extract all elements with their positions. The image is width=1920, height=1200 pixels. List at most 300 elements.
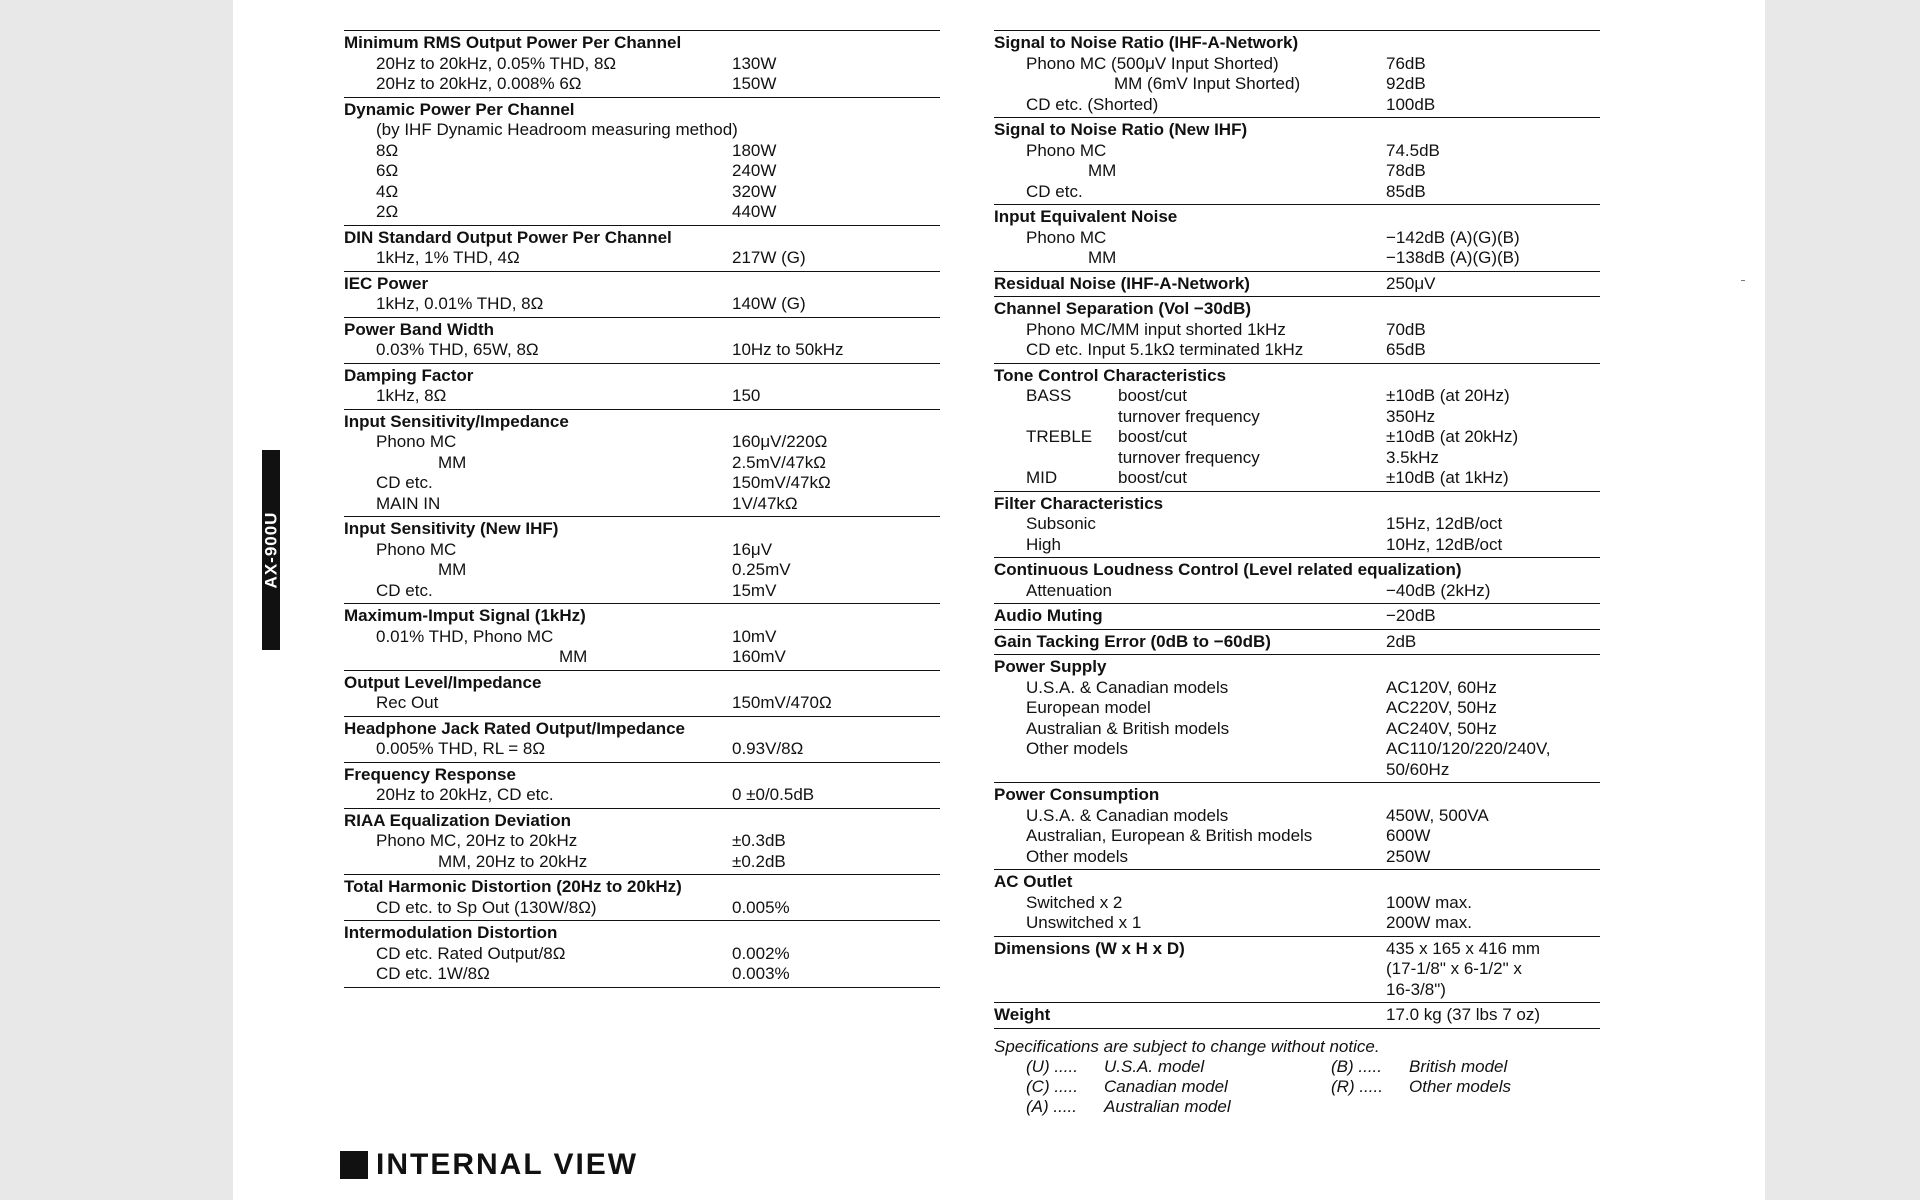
spec-heading: Continuous Loudness Control (Level related equalization): [994, 560, 1462, 579]
spec-value: 0 ±0/0.5dB: [732, 785, 815, 804]
spec-heading-row: [994, 1005, 1600, 1026]
spec-row: [994, 826, 1600, 847]
spec-label-text: (by IHF Dynamic Headroom measuring method): [376, 120, 738, 139]
spec-label-text: CD etc. 1W/8Ω: [376, 964, 490, 983]
spec-row: [994, 74, 1600, 95]
spec-label-text: Rec Out: [376, 693, 439, 712]
spec-row: [994, 719, 1600, 740]
spec-value: 150mV/470Ω: [732, 693, 832, 712]
spec-heading: Filter Characteristics: [994, 493, 1164, 513]
spec-row: [344, 944, 940, 965]
spec-label-text: Phono MC: [376, 432, 457, 451]
spec-label: [344, 182, 732, 203]
spec-label: [994, 141, 1386, 162]
spec-label: [344, 54, 732, 75]
spec-label-text: Australian & British models: [1026, 718, 1230, 738]
spec-label: [344, 340, 732, 361]
spec-label-text: CD etc. Rated Output/8Ω: [376, 943, 566, 963]
spec-value: 0.002%: [732, 943, 790, 963]
spec-label: [344, 647, 732, 668]
spec-section: [994, 30, 1600, 117]
spec-value: 0.003%: [732, 964, 790, 983]
spec-label: [344, 831, 732, 852]
spec-value: 160μV/220Ω: [732, 432, 828, 451]
spec-value: 10Hz to 50kHz: [732, 340, 844, 359]
spec-row: [994, 739, 1600, 760]
spec-section: [994, 296, 1600, 363]
spec-label-text: 20Hz to 20kHz, 0.05% THD, 8Ω: [376, 53, 617, 73]
spec-label: [994, 678, 1386, 699]
spec-row: [344, 852, 940, 873]
spec-value: 600W: [1386, 826, 1431, 845]
spec-section: [994, 936, 1600, 1003]
spec-row: [994, 340, 1600, 361]
spec-value: 160mV: [732, 647, 786, 666]
spec-label: [994, 760, 1386, 781]
spec-value: −138dB (A)(G)(B): [1386, 248, 1520, 267]
spec-row: [344, 120, 940, 141]
model-code: (R) .....: [1331, 1076, 1383, 1096]
spec-row: [344, 294, 940, 315]
spec-row: [344, 831, 940, 852]
spec-label: [994, 54, 1386, 75]
spec-heading: AC Outlet: [994, 872, 1073, 891]
spec-heading: Tone Control Characteristics: [994, 365, 1227, 385]
spec-heading: IEC Power: [344, 273, 429, 293]
spec-value: 10mV: [732, 626, 777, 646]
spec-heading-row: [994, 606, 1600, 627]
spec-label-text: High: [1026, 534, 1061, 554]
spec-label: [344, 141, 732, 162]
spec-value: 180W: [732, 140, 777, 160]
spec-row: [344, 161, 940, 182]
spec-value: −40dB (2kHz): [1386, 580, 1491, 600]
spec-row: [994, 54, 1600, 75]
tone-band-label: TREBLE: [1026, 427, 1093, 446]
spec-label: [994, 386, 1386, 407]
spec-row: [344, 494, 940, 515]
spec-label-text: Unswitched x 1: [1026, 913, 1142, 932]
spec-section: [344, 670, 940, 716]
spec-value: 150: [732, 386, 761, 405]
spec-value: 200W max.: [1386, 913, 1472, 932]
spec-row: [344, 627, 940, 648]
model-code-desc: U.S.A. model: [1104, 1056, 1205, 1076]
model-code-list: [994, 1057, 1600, 1117]
spec-label: [994, 698, 1386, 719]
spec-section: [994, 204, 1600, 271]
tone-param-label: boost/cut: [1118, 468, 1187, 487]
spec-heading: Input Sensitivity (New IHF): [344, 519, 559, 538]
spec-heading: DIN Standard Output Power Per Channel: [344, 227, 672, 247]
spec-heading: Minimum RMS Output Power Per Channel: [344, 33, 682, 52]
spec-row: [994, 581, 1600, 602]
spec-label: [344, 540, 732, 561]
spec-row: [344, 54, 940, 75]
spec-label: [994, 427, 1386, 448]
spec-label: [344, 386, 732, 407]
spec-row: [994, 535, 1600, 556]
tone-band-label: [1026, 407, 1118, 428]
spec-value: AC240V, 50Hz: [1386, 718, 1497, 738]
tone-param-label: boost/cut: [1118, 386, 1187, 405]
spec-label: [994, 182, 1386, 203]
spec-row: [344, 141, 940, 162]
spec-label: [344, 473, 732, 494]
spec-section: [344, 30, 940, 97]
spec-label-text: 0.01% THD, Phono MC: [376, 626, 554, 646]
spec-heading-row: [994, 274, 1600, 295]
spec-label: [994, 980, 1386, 1001]
spec-label: [994, 320, 1386, 341]
spec-label-text: 6Ω: [376, 161, 399, 180]
spec-value: −142dB (A)(G)(B): [1386, 227, 1520, 247]
spec-label: [994, 407, 1386, 428]
spec-heading: Signal to Noise Ratio (IHF-A-Network): [994, 33, 1299, 52]
spec-heading-row: [994, 939, 1600, 960]
spec-value: AC220V, 50Hz: [1386, 698, 1497, 717]
model-code-desc: British model: [1409, 1056, 1508, 1076]
spec-value: ±0.2dB: [732, 851, 786, 871]
model-code-desc: Canadian model: [1104, 1076, 1228, 1096]
spec-label-text: Phono MC: [1026, 140, 1107, 160]
spec-row: [994, 760, 1600, 781]
spec-row: [994, 893, 1600, 914]
spec-column-left: [344, 30, 940, 988]
spec-label-text: Phono MC, 20Hz to 20kHz: [376, 831, 578, 850]
spec-row: [994, 182, 1600, 203]
spec-row: [994, 141, 1600, 162]
spec-row: [994, 913, 1600, 934]
spec-label-text: 0.005% THD, RL = 8Ω: [376, 739, 546, 758]
spec-label-text: 0.03% THD, 65W, 8Ω: [376, 340, 539, 359]
spec-section: [994, 557, 1600, 603]
spec-value: 78dB: [1386, 161, 1426, 180]
spec-value: 50/60Hz: [1386, 759, 1450, 779]
spec-section: [344, 97, 940, 225]
spec-section: [994, 654, 1600, 782]
spec-label: [994, 248, 1386, 269]
spec-row: [344, 898, 940, 919]
model-code-item: [1026, 1057, 1331, 1077]
spec-section: [994, 491, 1600, 558]
spec-value: 16-3/8"): [1386, 979, 1446, 999]
spec-label: [994, 468, 1386, 489]
spec-label: [994, 739, 1386, 760]
spec-value: 130W: [732, 53, 777, 73]
spec-row: [994, 514, 1600, 535]
spec-label-text: MM: [438, 560, 467, 579]
spec-label-text: U.S.A. & Canadian models: [1026, 677, 1229, 697]
spec-label: [994, 514, 1386, 535]
spec-value: 0.005%: [732, 897, 790, 917]
spec-value: 1V/47kΩ: [732, 493, 798, 513]
spec-section: [344, 920, 940, 988]
spec-section: [344, 363, 940, 409]
spec-heading: Frequency Response: [344, 764, 516, 784]
spec-section: [344, 409, 940, 517]
spec-value: 70dB: [1386, 319, 1426, 339]
spec-heading: Dimensions (W x H x D): [994, 938, 1185, 958]
spec-row: [994, 407, 1600, 428]
model-code: (C) .....: [1026, 1076, 1078, 1096]
spec-label-text: MAIN IN: [376, 493, 441, 513]
spec-heading: Power Consumption: [994, 785, 1160, 804]
spec-label-text: MM: [559, 647, 588, 666]
spec-row: [344, 74, 940, 95]
spec-section: [344, 762, 940, 808]
spec-label: [994, 913, 1386, 934]
spec-heading: Total Harmonic Distortion (20Hz to 20kHz): [344, 877, 682, 896]
spec-label: [994, 719, 1386, 740]
spec-value: 217W (G): [732, 248, 806, 267]
spec-row: [344, 581, 940, 602]
spec-row: [344, 964, 940, 985]
internal-view-heading: [340, 1148, 638, 1182]
spec-heading: Audio Muting: [994, 606, 1103, 625]
spec-label: [994, 535, 1386, 556]
spec-label: [344, 161, 732, 182]
spec-value: AC120V, 60Hz: [1386, 677, 1497, 697]
spec-value: 100dB: [1386, 94, 1436, 114]
spec-label: [344, 202, 732, 223]
spec-label: [994, 74, 1386, 95]
spec-label: [344, 581, 732, 602]
spec-label-text: MM: [1088, 248, 1117, 267]
spec-value: 150mV/47kΩ: [732, 473, 831, 492]
spec-section: [344, 874, 940, 920]
spec-heading: Weight: [994, 1005, 1051, 1024]
spec-heading: Headphone Jack Rated Output/Impedance: [344, 718, 686, 738]
spec-value: 350Hz: [1386, 406, 1436, 426]
spec-section: [344, 603, 940, 670]
scan-mark: [1741, 280, 1745, 281]
model-code-item: [1026, 1097, 1331, 1117]
model-code-desc: Other models: [1409, 1076, 1512, 1096]
spec-label-text: Phono MC/MM input shorted 1kHz: [1026, 319, 1286, 339]
spec-value: 3.5kHz: [1386, 447, 1439, 467]
spec-label-text: Attenuation: [1026, 580, 1113, 600]
spec-label-text: Phono MC: [1026, 227, 1107, 247]
spec-label: [344, 852, 732, 873]
spec-label: [344, 494, 732, 515]
spec-value: −20dB: [1386, 606, 1436, 625]
spec-notes: [994, 1037, 1600, 1117]
spec-label-text: 1kHz, 1% THD, 4Ω: [376, 248, 520, 267]
spec-value: 2.5mV/47kΩ: [732, 452, 826, 472]
spec-value: AC110/120/220/240V,: [1386, 739, 1551, 758]
spec-label-text: MM: [438, 452, 467, 472]
spec-label-text: CD etc. Input 5.1kΩ terminated 1kHz: [1026, 340, 1304, 359]
spec-row: [994, 678, 1600, 699]
spec-label: [344, 739, 732, 760]
spec-label-text: 4Ω: [376, 181, 399, 201]
spec-value: 2dB: [1386, 631, 1417, 651]
spec-row: [994, 468, 1600, 489]
spec-heading: Signal to Noise Ratio (New IHF): [994, 120, 1248, 139]
spec-label-text: 20Hz to 20kHz, 0.008% 6Ω: [376, 74, 582, 93]
spec-heading: Gain Tacking Error (0dB to −60dB): [994, 631, 1271, 651]
spec-row: [994, 448, 1600, 469]
spec-heading: Intermodulation Distortion: [344, 923, 558, 942]
spec-heading: RIAA Equalization Deviation: [344, 810, 572, 830]
spec-heading: Residual Noise (IHF-A-Network): [994, 273, 1250, 293]
tone-param-label: turnover frequency: [1118, 447, 1260, 467]
model-code: (A) .....: [1026, 1096, 1077, 1116]
tone-band-label: [1026, 448, 1118, 469]
spec-section: [994, 782, 1600, 869]
model-code-item: [1331, 1057, 1611, 1077]
spec-heading: Input Sensitivity/Impedance: [344, 411, 569, 431]
spec-heading-row: [994, 632, 1600, 653]
spec-label-text: U.S.A. & Canadian models: [1026, 805, 1229, 825]
spec-label: [344, 944, 732, 965]
spec-value: 250W: [1386, 846, 1431, 866]
spec-heading: Dynamic Power Per Channel: [344, 99, 575, 119]
spec-label-text: Phono MC (500μV Input Shorted): [1026, 53, 1279, 73]
spec-section: [994, 117, 1600, 204]
spec-value: 74.5dB: [1386, 140, 1440, 160]
spec-value: 140W (G): [732, 294, 806, 313]
spec-value: 320W: [732, 181, 777, 201]
spec-value: 240W: [732, 161, 777, 180]
spec-row: [344, 453, 940, 474]
spec-label: [344, 693, 732, 714]
spec-heading: Input Equivalent Noise: [994, 207, 1178, 226]
spec-label-text: MM (6mV Input Shorted): [1114, 74, 1301, 93]
spec-value: 16μV: [732, 539, 773, 559]
spec-label-text: 20Hz to 20kHz, CD etc.: [376, 785, 554, 804]
spec-section: [344, 808, 940, 875]
spec-label: [994, 806, 1386, 827]
spec-row: [994, 847, 1600, 868]
spec-row: [994, 161, 1600, 182]
spec-row: [994, 698, 1600, 719]
spec-section: [344, 225, 940, 271]
spec-label: [344, 453, 732, 474]
spec-label: [994, 340, 1386, 361]
spec-label: [994, 893, 1386, 914]
spec-value: 15mV: [732, 580, 777, 600]
spec-heading: Power Band Width: [344, 319, 495, 339]
spec-label-text: [994, 760, 1026, 779]
spec-section: [994, 1002, 1600, 1029]
spec-label-text: CD etc. to Sp Out (130W/8Ω): [376, 897, 597, 917]
spec-label-text: Other models: [1026, 846, 1129, 866]
spec-row: [994, 959, 1600, 980]
spec-row: [344, 473, 940, 494]
spec-heading: Output Level/Impedance: [344, 672, 542, 692]
spec-row: [994, 980, 1600, 1001]
spec-label-text: European model: [1026, 698, 1151, 717]
spec-label-text: Australian, European & British models: [1026, 826, 1313, 845]
spec-row: [344, 647, 940, 668]
spec-heading: Channel Separation (Vol −30dB): [994, 299, 1252, 318]
spec-label: [344, 964, 732, 985]
spec-value: 250μV: [1386, 273, 1436, 293]
spec-label: [994, 161, 1386, 182]
spec-label: [344, 294, 732, 315]
spec-heading: Power Supply: [994, 657, 1107, 676]
spec-label: [344, 248, 732, 269]
spec-label: [344, 785, 732, 806]
tone-band-label: BASS: [1026, 386, 1072, 405]
spec-label-text: 8Ω: [376, 140, 399, 160]
spec-value: 17.0 kg (37 lbs 7 oz): [1386, 1005, 1541, 1024]
internal-view-text: INTERNAL VIEW: [376, 1148, 639, 1181]
spec-heading: Damping Factor: [344, 365, 474, 385]
spec-value: [732, 120, 940, 141]
spec-row: [344, 182, 940, 203]
spec-value: 0.25mV: [732, 560, 791, 579]
spec-label-text: CD etc.: [1026, 181, 1083, 201]
spec-label: [994, 847, 1386, 868]
spec-value: ±0.3dB: [732, 831, 786, 850]
tone-param-label: boost/cut: [1118, 427, 1187, 446]
spec-label: [994, 95, 1386, 116]
spec-row: [994, 386, 1600, 407]
spec-row: [344, 202, 940, 223]
spec-section: [994, 603, 1600, 629]
spec-label: [344, 432, 732, 453]
spec-value: 15Hz, 12dB/oct: [1386, 514, 1503, 533]
heading-block-icon: [340, 1151, 368, 1179]
model-code-item: [1026, 1077, 1331, 1097]
spec-label-text: CD etc.: [376, 473, 433, 492]
model-code-item: [1331, 1077, 1611, 1097]
spec-value: 76dB: [1386, 53, 1426, 73]
spec-label-text: 1kHz, 0.01% THD, 8Ω: [376, 294, 544, 313]
spec-value: 435 x 165 x 416 mm: [1386, 938, 1541, 958]
spec-value: 100W max.: [1386, 892, 1472, 912]
spec-value: (17-1/8" x 6-1/2" x: [1386, 959, 1522, 978]
model-code-desc: Australian model: [1104, 1096, 1231, 1116]
spec-row: [344, 386, 940, 407]
spec-value: ±10dB (at 20kHz): [1386, 427, 1519, 446]
notes-main: Specifications are subject to change without notice.: [994, 1036, 1380, 1056]
tone-param-label: turnover frequency: [1118, 406, 1260, 426]
spec-section: [344, 716, 940, 762]
spec-value: 85dB: [1386, 181, 1426, 201]
spec-label: [994, 959, 1386, 980]
spec-label-text: CD etc. (Shorted): [1026, 94, 1159, 114]
spec-label: [994, 228, 1386, 249]
spec-label-text: MM: [1088, 161, 1117, 180]
spec-section: [344, 516, 940, 603]
spec-section: [994, 271, 1600, 297]
spec-label-text: Subsonic: [1026, 514, 1096, 533]
spec-value: 0.93V/8Ω: [732, 739, 804, 758]
spec-row: [344, 693, 940, 714]
model-code: (U) .....: [1026, 1056, 1078, 1076]
spec-row: [344, 340, 940, 361]
spec-value: 92dB: [1386, 74, 1426, 93]
spec-section: [994, 363, 1600, 491]
spec-label: [994, 826, 1386, 847]
spec-heading: Maximum-Imput Signal (1kHz): [344, 606, 586, 625]
spec-label: [344, 74, 732, 95]
spec-row: [994, 228, 1600, 249]
spec-label: [344, 560, 732, 581]
spec-row: [344, 560, 940, 581]
spec-label-text: Switched x 2: [1026, 892, 1123, 912]
spec-section: [344, 317, 940, 363]
spec-label-text: Other models: [1026, 739, 1129, 758]
spec-label-text: 2Ω: [376, 202, 399, 221]
spec-row: [994, 427, 1600, 448]
spec-row: [994, 95, 1600, 116]
spec-value: 440W: [732, 202, 777, 221]
